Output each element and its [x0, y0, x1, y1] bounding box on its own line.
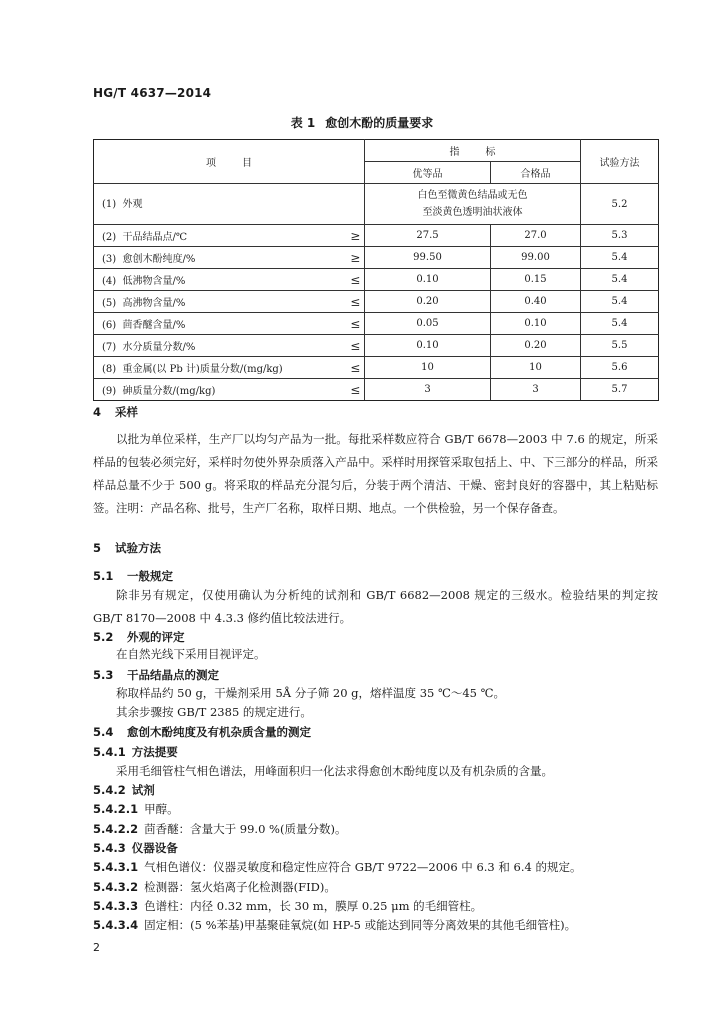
table-label: 表 1	[290, 116, 316, 130]
section-5-2-heading: 5.2 外观的评定	[93, 630, 185, 644]
section-5-3-text-2: 其余步骤按 GB/T 2385 的规定进行。	[116, 705, 312, 719]
standard-code: HG/T 4637—2014	[93, 86, 212, 100]
table-row: (4) 低沸物含量/% ≤ 0.10 0.15 5.4	[94, 269, 659, 291]
section-4-text: 以批为单位采样，生产厂以均匀产品为一批。每批采样数应符合 GB/T 6678—2003 中 7.6 的规定，所采样品的包装必须完好，采样时勿使外界杂质落入产品中。采样时用探管采取包括上、中、下三部分的样品，所采样品总量不少于 500 g。将采取的样品充分混匀后，分装于两个清洁、干燥、密封良好的容器中，其上粘贴标签。注明：产品名称、批号，生产厂名称，取样日期、地点。一个供检验，另一个保存备查。	[93, 432, 658, 515]
section-5-2-text: 在自然光线下采用目视评定。	[116, 647, 266, 661]
table-row: (5) 高沸物含量/% ≤ 0.20 0.40 5.4	[94, 291, 659, 313]
table-row: (3) 愈创木酚纯度/% ≥ 99.50 99.00 5.4	[94, 247, 659, 269]
section-5-4-heading: 5.4 愈创木酚纯度及有机杂质含量的测定	[93, 725, 311, 739]
quality-requirements-table	[93, 139, 659, 401]
section-5-4-1-heading: 5.4.1 方法提要	[93, 745, 178, 759]
header-qualified: 合格品	[491, 162, 581, 184]
section-5-4-3-3: 5.4.3.3 色谱柱：内径 0.32 mm，长 30 m，膜厚 0.25 μm 的毛细管柱。	[93, 899, 483, 913]
page-number: 2	[93, 941, 100, 954]
table-row: (7) 水分质量分数/% ≤ 0.10 0.20 5.5	[94, 335, 659, 357]
section-4-heading: 4 采样	[93, 405, 138, 419]
table-row: (8) 重金属(以 Pb 计)质量分数/(mg/kg) ≤ 10 10 5.6	[94, 357, 659, 379]
table-title	[0, 114, 724, 131]
section-5-4-2-heading: 5.4.2 试剂	[93, 783, 155, 797]
header-test-method: 试验方法	[581, 140, 659, 184]
section-5-4-3-2: 5.4.3.2 检测器：氢火焰离子化检测器(FID)。	[93, 880, 336, 894]
section-5-3-text-1: 称取样品约 50 g，干燥剂采用 5Å 分子筛 20 g，熔样温度 35 ℃～45 ℃。	[116, 686, 506, 700]
section-5-4-3-1: 5.4.3.1 气相色谱仪：仪器灵敏度和稳定性应符合 GB/T 9722—2006 中 6.3 和 6.4 的规定。	[93, 860, 582, 874]
section-5-4-2-2: 5.4.2.2 茴香醚：含量大于 99.0 %(质量分数)。	[93, 822, 347, 836]
table-row: (1) 外观 白色至微黄色结晶或无色 至淡黄色透明油状液体 5.2	[94, 184, 659, 225]
header-item: 项 目	[94, 140, 365, 184]
section-5-1-text: 除非另有规定，仅使用确认为分析纯的试剂和 GB/T 6682—2008 规定的三级水。检验结果的判定按 GB/T 8170—2008 中 4.3.3 修约值比较法进行。	[93, 588, 658, 625]
table-row: (6) 茴香醚含量/% ≤ 0.05 0.10 5.4	[94, 313, 659, 335]
appearance-spec: 白色至微黄色结晶或无色 至淡黄色透明油状液体	[365, 184, 581, 225]
table-caption: 愈创木酚的质量要求	[325, 116, 434, 130]
section-5-4-3-4: 5.4.3.4 固定相：(5 %苯基)甲基聚硅氧烷(如 HP-5 或能达到同等分离效果的其他毛细管柱)。	[93, 918, 577, 932]
section-5-1-heading: 5.1 一般规定	[93, 569, 173, 583]
header-superior: 优等品	[365, 162, 491, 184]
table-row: (2) 干品结晶点/℃ ≥ 27.5 27.0 5.3	[94, 225, 659, 247]
section-5-4-2-1: 5.4.2.1 甲醇。	[93, 802, 179, 816]
section-5-3-heading: 5.3 干品结晶点的测定	[93, 668, 219, 682]
header-index: 指 标	[365, 140, 581, 162]
table-row: (9) 砷质量分数/(mg/kg) ≤ 3 3 5.7	[94, 379, 659, 401]
section-5-4-3-heading: 5.4.3 仪器设备	[93, 841, 178, 855]
section-5-4-1-text: 采用毛细管柱气相色谱法，用峰面积归一化法求得愈创木酚纯度以及有机杂质的含量。	[116, 764, 553, 778]
section-5-heading: 5 试验方法	[93, 541, 161, 555]
